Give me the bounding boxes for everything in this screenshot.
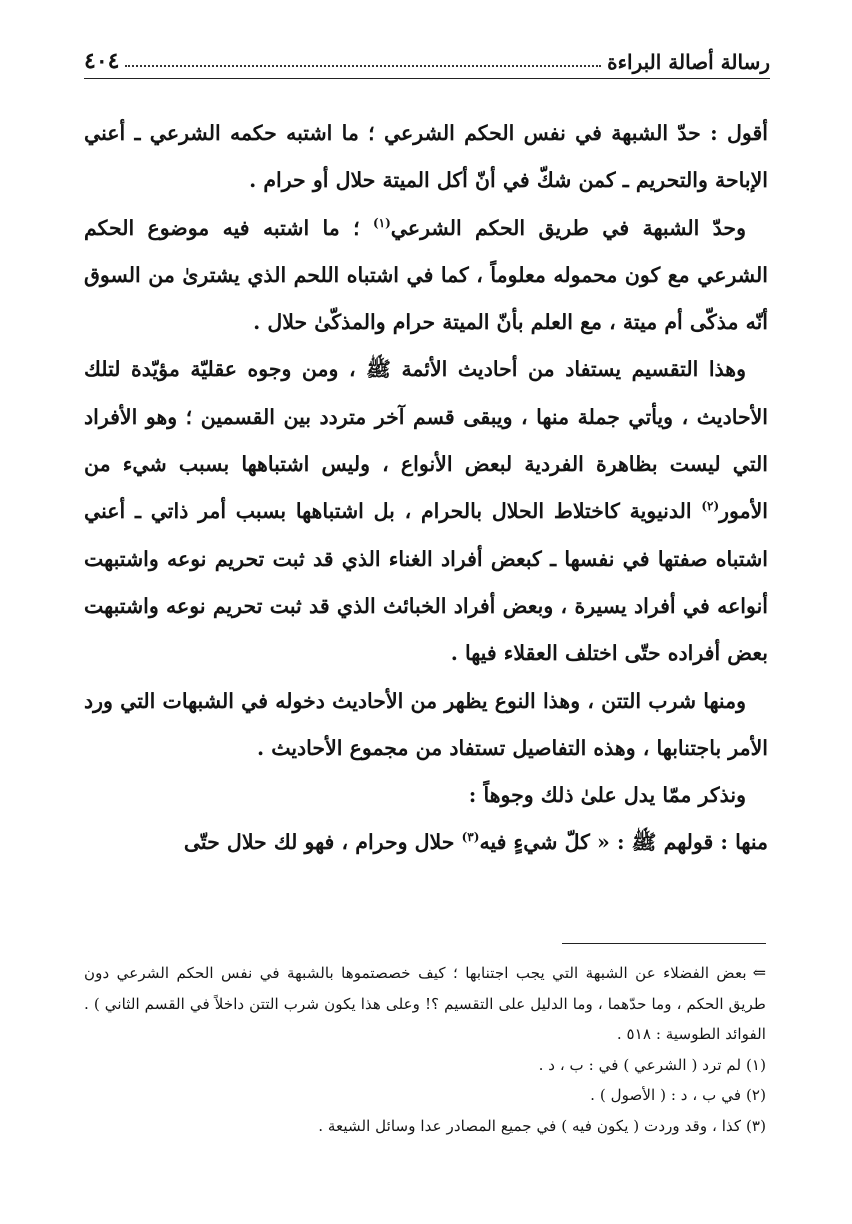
footnote-2: (٢) في ب ، د : ( الأصول ) . [590, 1086, 766, 1104]
footnote-ref-1: (١) [372, 215, 391, 230]
footnote-text: بعض الفضلاء عن الشبهة التي يجب اجتنابها ؛ كيف خصصتموها بالشبهة في نفس الحكم الشرعي دون طريق الحكم ، وما حدّهما ، وما الدليل على التقسيم ؟! وعلى هذا يكون شرب التتن داخلاً في القسم الثاني ) . الفوائد الطوسية : ٥١٨ . [84, 964, 766, 1043]
paragraph-3 [84, 346, 768, 677]
paragraph-5 [84, 772, 768, 819]
header-rule [84, 78, 770, 79]
paragraph-text: وهذا التقسيم يستفاد من أحاديث الأئمة ﷺ ، ومن وجوه عقليّة مؤيّدة لتلك الأحاديث ، ويأتي جملة منها ، ويبقى قسم آخر متردد بين القسمين ؛ وهو الأفراد التي ليست بظاهرة الفردية لبعض الأنواع ، وليس اشتباهها بسبب شيء من الأمور [84, 357, 768, 524]
running-header [84, 38, 770, 74]
continuation-arrow-icon: ⇐ [752, 963, 766, 982]
header-dot-leader [125, 65, 601, 67]
paragraph-text: منها : قولهم ﷺ : « كلّ شيءٍ فيه [479, 830, 768, 855]
header-title: رسالة أصالة البراءة [607, 50, 770, 74]
footnote-1: (١) لم ترد ( الشرعي ) في : ب ، د . [538, 1055, 766, 1074]
footnote-ref-3: (٣) [461, 830, 480, 845]
paragraph-text: الدنيوية كاختلاط الحلال بالحرام ، بل اشتباهها بسبب أمر ذاتي ـ أعني اشتباه صفتها في نفسها ـ كبعض أفراد الغناء الذي قد ثبت تحريم نوعه واشتبهت أنواعه في أفراد يسيرة ، وبعض أفراد الخبائث الذي قد ثبت تحريم نوعه واشتبهت بعض أفراده حتّى اختلف العقلاء فيها . [84, 499, 768, 666]
paragraph-text: ؛ ما اشتبه فيه موضوع الحكم الشرعي مع كون محموله معلوماً ، كما في اشتباه اللحم الذي يشترىٰ من السوق أنّه مذكّى أم ميتة ، مع العلم بأنّ الميتة حرام والمذكّىٰ حلال . [84, 215, 768, 335]
paragraph-text: ونذكر ممّا يدل علىٰ ذلك وجوهاً : [468, 783, 746, 808]
paragraph-6 [84, 819, 768, 866]
footnote-3: (٣) كذا ، وقد وردت ( يكون فيه ) في جميع المصادر عدا وسائل الشيعة . [318, 1116, 766, 1135]
main-text [84, 110, 768, 867]
paragraph-4 [84, 678, 768, 773]
paragraph-text: ومنها شرب التتن ، وهذا النوع يظهر من الأحاديث دخوله في الشبهات التي ورد الأمر باجتنابها ، وهذه التفاصيل تستفاد من مجموع الأحاديث . [84, 688, 768, 760]
paragraph-text: حلال وحرام ، فهو لك حلال حتّى [183, 830, 462, 855]
footnote-separator [562, 943, 766, 944]
footnotes [84, 958, 766, 1141]
paragraph-2 [84, 205, 768, 347]
page-number: ٤٠٤ [84, 48, 120, 74]
footnote-continuation [84, 958, 766, 1050]
paragraph-lead: أقول : [710, 121, 769, 145]
paragraph-1 [84, 110, 768, 205]
paragraph-text: وحدّ الشبهة في طريق الحكم الشرعي [390, 215, 746, 240]
paragraph-text: حدّ الشبهة في نفس الحكم الشرعي ؛ ما اشتبه حكمه الشرعي ـ أعني الإباحة والتحريم ـ كمن شكّ في أنّ أكل الميتة حلال أو حرام . [84, 121, 768, 193]
footnote-ref-2: (٢) [701, 499, 720, 514]
